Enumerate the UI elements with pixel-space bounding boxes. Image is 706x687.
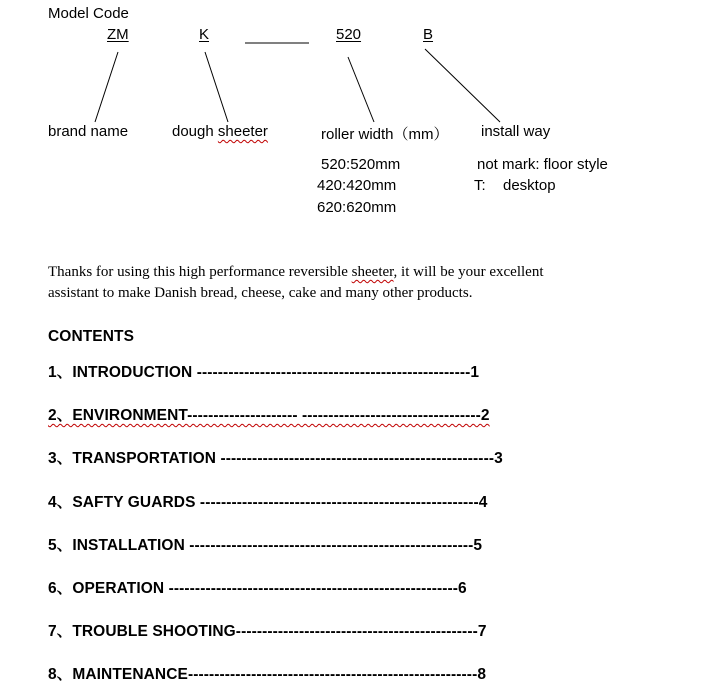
model-code-connector-lines bbox=[0, 0, 706, 130]
toc-item-operation: 6、OPERATION -------------------------------------------------------6 bbox=[48, 580, 467, 597]
toc-item-introduction: 1、INTRODUCTION ----------------------------------------------------1 bbox=[48, 364, 480, 381]
toc-item-safety-guards: 4、SAFTY GUARDS -----------------------------------------------------4 bbox=[48, 494, 488, 511]
label-dough-word: dough bbox=[172, 123, 218, 140]
width-option-520: 520:520mm bbox=[321, 156, 401, 173]
toc-item-trouble-shooting: 7、TROUBLE SHOOTING----------------------------------------------7 bbox=[48, 623, 487, 640]
model-part-width: 520 bbox=[336, 26, 362, 43]
label-install-way: install way bbox=[481, 123, 551, 140]
install-option-floor: not mark: floor style bbox=[477, 156, 608, 173]
model-part-install: B bbox=[423, 26, 434, 43]
model-part-brand: ZM bbox=[107, 26, 129, 43]
install-option-desktop-key: T: bbox=[474, 177, 486, 194]
toc-item-maintenance: 8、MAINTENANCE-------------------------------------------------------8 bbox=[48, 666, 487, 683]
label-sheeter-word: sheeter bbox=[217, 123, 268, 140]
model-part-type: K bbox=[199, 26, 210, 43]
intro-text-c: , it will be your excellent bbox=[393, 264, 544, 280]
install-option-desktop-value: desktop bbox=[503, 177, 556, 194]
contents-heading: CONTENTS bbox=[48, 328, 135, 345]
toc-item-transportation: 3、TRANSPORTATION ----------------------------------------------------3 bbox=[48, 450, 503, 467]
label-brand-name: brand name bbox=[48, 123, 129, 140]
intro-text-sheeter: sheeter bbox=[351, 264, 394, 280]
intro-text-a: Thanks for using this high performance reversible bbox=[48, 264, 352, 280]
width-option-620: 620:620mm bbox=[317, 199, 397, 216]
toc-item-installation: 5、INSTALLATION ------------------------------------------------------5 bbox=[48, 537, 483, 554]
label-dough-sheeter bbox=[172, 123, 268, 140]
intro-line-2: assistant to make Danish bread, cheese, cake and many other products. bbox=[48, 285, 473, 301]
width-option-420: 420:420mm bbox=[317, 177, 397, 194]
intro-line-1 bbox=[48, 264, 544, 281]
model-code-title: Model Code bbox=[48, 5, 129, 22]
label-roller-width: roller width（mm） bbox=[321, 126, 449, 143]
toc-item-environment: 2、ENVIRONMENT--------------------- ----------------------------------2 bbox=[48, 407, 490, 424]
